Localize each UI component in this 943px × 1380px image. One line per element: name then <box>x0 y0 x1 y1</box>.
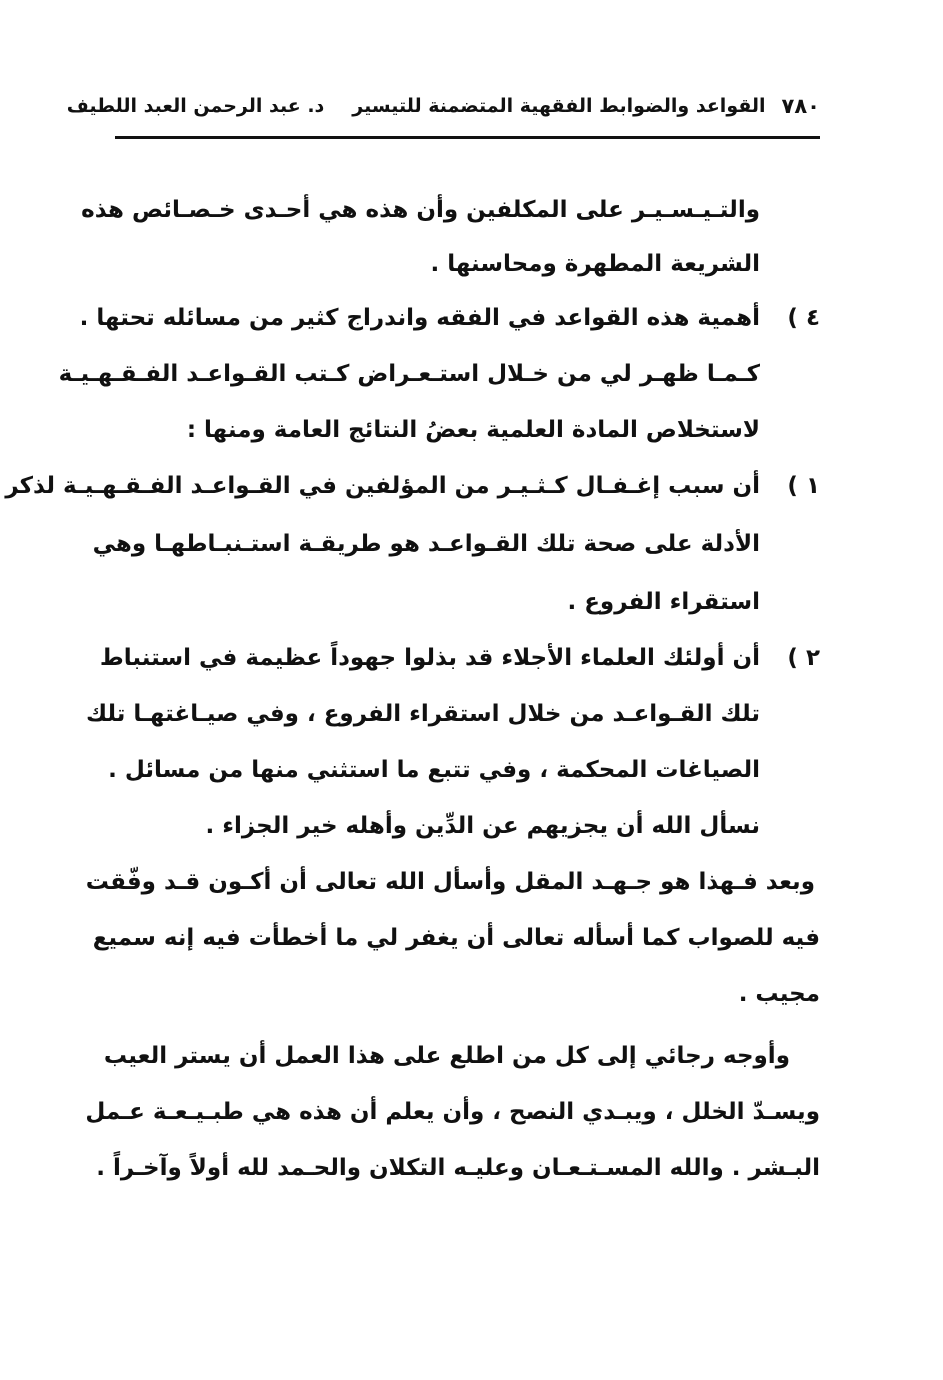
closing-line-2: فيه للصواب كما أسأله تعالى أن يغفر لي ما أخطأت فيه إنه سميع <box>92 925 820 951</box>
page-number: ٧٨٠ <box>781 94 820 118</box>
item2-line-4: نسأل الله أن يجزيهم عن الدِّين وأهله خير الجزاء . <box>205 813 760 839</box>
closing-line-3: مجيب . <box>738 981 820 1007</box>
final-line-3: البـشر . والله المسـتـعـان وعليـه التكلان والحـمد لله أولاً وآخـراً . <box>96 1155 820 1181</box>
final-line-2: ويسـدّ الخلل ، ويبـدي النصح ، وأن يعلم أن هذه هي طبـيـعـة عـمل <box>85 1099 820 1125</box>
point4-marker: ٤ ) <box>787 305 820 331</box>
observation-line-1: كـمـا ظهـر لي من خـلال استـعـراض كـتب القـواعـد الفـقـهـيـة <box>58 361 760 387</box>
header-rule <box>115 136 820 139</box>
intro-line-1: والتـيـسـيـر على المكلفين وأن هذه هي أحـدى خـصـائص هذه <box>81 197 760 223</box>
item2-line-1: أن أولئك العلماء الأجلاء قد بذلوا جهوداً عظيمة في استنباط <box>99 645 760 671</box>
author-name: د. عبد الرحمن العبد اللطيف <box>66 95 325 117</box>
running-header <box>66 88 820 124</box>
item2-line-3: الصياغات المحكمة ، وفي تتبع ما استثني منها من مسائل . <box>108 757 760 783</box>
observation-line-2: لاستخلاص المادة العلمية بعضُ النتائج العامة ومنها : <box>186 417 760 443</box>
final-line-1: وأوجه رجائي إلى كل من اطلع على هذا العمل أن يستر العيب <box>103 1043 790 1069</box>
point4-text: أهمية هذه القواعد في الفقه واندراج كثير من مسائله تحتها . <box>79 305 760 331</box>
item1-marker: ١ ) <box>787 473 820 499</box>
item1-line-2: الأدلة على صحة تلك القـواعـد هو طريقـة استـنبـاطهـا وهي <box>92 531 760 557</box>
item1-line-3: استقراء الفروع . <box>567 589 760 615</box>
book-title: القواعد والضوابط الفقهية المتضمنة للتيسير <box>352 95 766 117</box>
intro-line-2: الشريعة المطهرة ومحاسنها . <box>430 251 760 277</box>
closing-line-1: وبعد فـهذا هو جـهـد المقل وأسأل الله تعالى أن أكـون قـد وفّقت <box>85 869 815 895</box>
item1-line-1: أن سبب إغـفـال كـثـيـر من المؤلفين في القـواعـد الفـقـهـيـة لذكر <box>5 473 760 499</box>
item2-marker: ٢ ) <box>787 645 820 671</box>
item2-line-2: تلك القـواعـد من خلال استقراء الفروع ، وفي صيـاغتهـا تلك <box>85 701 760 727</box>
